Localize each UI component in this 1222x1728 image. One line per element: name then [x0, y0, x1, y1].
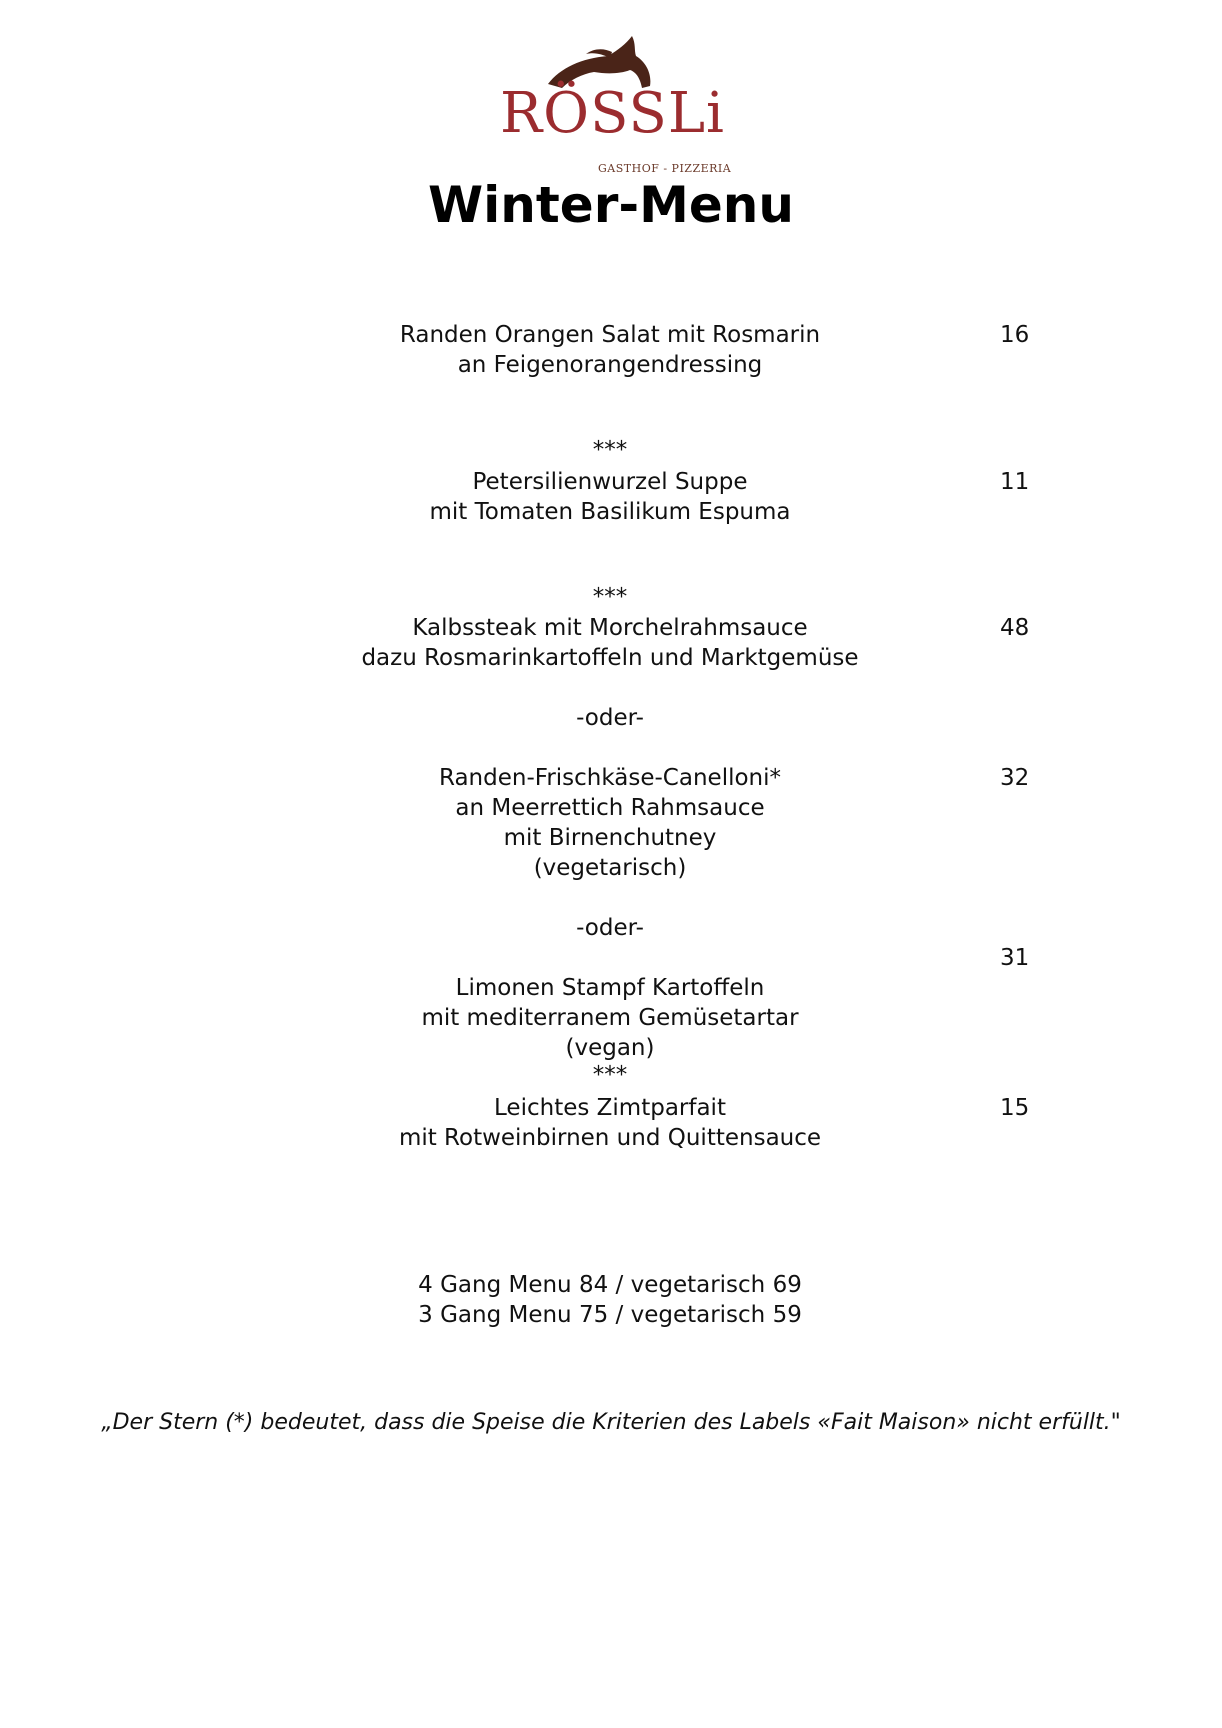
- course-separator: ***: [592, 584, 628, 610]
- menu-item-line: mit Rotweinbirnen und Quittensauce: [398, 1125, 822, 1151]
- course-separator: -oder-: [576, 705, 644, 731]
- menu-item-price: 48: [1000, 615, 1030, 641]
- menu-item-line: mit Birnenchutney: [503, 825, 717, 851]
- menu-item-line: (vegan): [565, 1035, 655, 1061]
- course-separator: ***: [592, 437, 628, 463]
- menu-item-price: 15: [1000, 1095, 1030, 1121]
- menu-item-line: dazu Rosmarinkartoffeln und Marktgemüse: [361, 645, 859, 671]
- menu-item-line: Leichtes Zimtparfait: [494, 1095, 726, 1121]
- menu-item-price: 32: [1000, 765, 1030, 791]
- set-menu-price: 3 Gang Menu 75 / vegetarisch 59: [418, 1302, 802, 1328]
- logo-subtitle: GASTHOF - PIZZERIA: [598, 162, 732, 175]
- menu-item-price: 31: [1000, 945, 1030, 971]
- menu-item-line: Randen-Frischkäse-Canelloni*: [438, 765, 782, 791]
- menu-item-price: 11: [1000, 469, 1030, 495]
- footnote: „Der Stern (*) bedeutet, dass die Speise die Kriterien des Labels «Fait Maison» nicht erfüllt.": [101, 1410, 1121, 1435]
- menu-item-line: an Feigenorangendressing: [457, 352, 763, 378]
- page-title: Winter-Menu: [428, 176, 794, 234]
- course-separator: -oder-: [576, 915, 644, 941]
- course-separator: ***: [592, 1062, 628, 1088]
- menu-item-line: (vegetarisch): [533, 855, 687, 881]
- menu-item-line: Kalbssteak mit Morchelrahmsauce: [412, 615, 808, 641]
- menu-item-line: mit Tomaten Basilikum Espuma: [429, 499, 791, 525]
- menu-item-line: Randen Orangen Salat mit Rosmarin: [399, 322, 821, 348]
- restaurant-logo: [490, 28, 732, 175]
- menu-item-line: Petersilienwurzel Suppe: [472, 469, 748, 495]
- set-menu-price: 4 Gang Menu 84 / vegetarisch 69: [418, 1272, 802, 1298]
- menu-item-price: 16: [1000, 322, 1030, 348]
- menu-item-line: mit mediterranem Gemüsetartar: [421, 1005, 799, 1031]
- menu-item-line: an Meerrettich Rahmsauce: [455, 795, 765, 821]
- logo-wordmark: RÖSSLi: [500, 81, 725, 146]
- menu-item-line: Limonen Stampf Kartoffeln: [455, 975, 765, 1001]
